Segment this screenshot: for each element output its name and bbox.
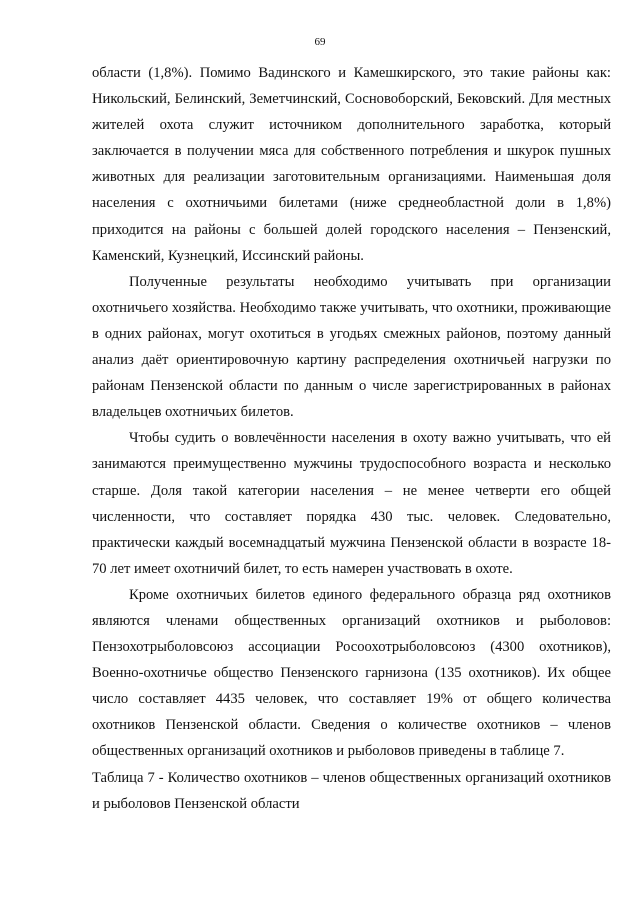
paragraph-continuation: области (1,8%). Помимо Вадинского и Камешкирского, это такие районы как: Никольский, Белинский, Земетчинский, Сосновоборский, Бековский. Для местных жителей охота служит источником дополнительного заработка, который заключается в получении мяса для собственного потребления и шкурок пушных животных для реализации заготовительным организациями. Наименьшая доля населения с охотничьими билетами (ниже среднеобластной доли в 1,8%) приходится на районы с большей долей городского населения – Пензенский, Каменский, Кузнецкий, Иссинский районы. [92,65,611,264]
paragraph-organizations: Кроме охотничьих билетов единого федерального образца ряд охотников являются членами общественных организаций охотников и рыболовов: Пензохотрыболовсоюз ассоциации Росоохотрыболовсоюз (4300 охотников), Военно-охотничье общество Пензенского гарнизона (135 охотников). Их общее число составляет 4435 человек, что составляет 19% от общего количества охотников Пензенской области. Сведения о количестве охотников – членов общественных организаций охотников и рыболовов приведены в таблице 7. [92,586,611,760]
paragraph-results: Полученные результаты необходимо учитывать при организации охотничьего хозяйства. Необходимо также учитывать, что охотники, проживающие в одних районах, могут охотиться в угодьях смежных районов, поэтому данный анализ даёт ориентировочную картину распределения охотничьей нагрузки по районам Пензенской области по данным о числе зарегистрированных в районах владельцев охотничьих билетов. [92,273,611,421]
paragraph-involvement: Чтобы судить о вовлечённости населения в охоту важно учитывать, что ей занимаются преимущественно мужчины трудоспособного возраста и несколько старше. Доля такой категории населения – не менее четверти его общей численности, что составляет порядка 430 тыс. человек. Следовательно, практически каждый восемнадцатый мужчина Пензенской области в возрасте 18-70 лет имеет охотничий билет, то есть намерен участвовать в охоте. [92,430,611,577]
page-number: 69 [314,36,326,48]
body-text [92,60,611,817]
table-caption: Таблица 7 - Количество охотников – членов общественных организаций охотников и рыболовов Пензенской области [92,769,611,812]
